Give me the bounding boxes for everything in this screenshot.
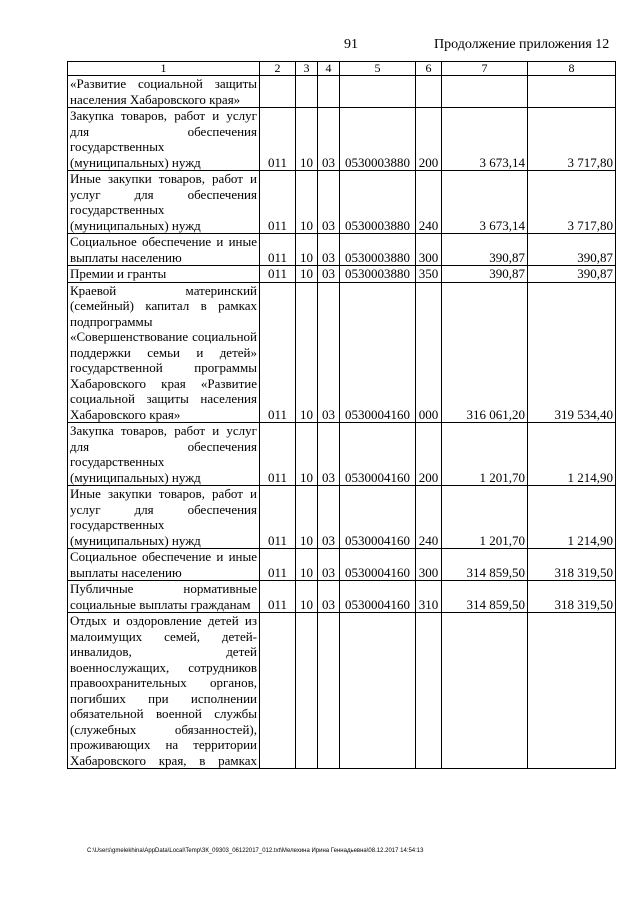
cell-amount-year1: 3 673,14 xyxy=(442,108,528,171)
cell-expense-type: 200 xyxy=(416,423,442,486)
cell-amount-year2: 1 214,90 xyxy=(528,423,616,486)
column-number: 5 xyxy=(340,62,416,76)
cell-section: 10 xyxy=(296,486,318,549)
cell-amount-year2: 1 214,90 xyxy=(528,486,616,549)
cell-expense-type: 240 xyxy=(416,171,442,234)
cell-ministry: 011 xyxy=(260,486,296,549)
cell-expense-type: 000 xyxy=(416,282,442,423)
cell-section xyxy=(296,76,318,108)
cell-expense-type: 300 xyxy=(416,234,442,266)
row-name: «Развитие социальной защиты населения Хабаровского края» xyxy=(68,76,260,108)
cell-ministry: 011 xyxy=(260,234,296,266)
cell-expense-type xyxy=(416,76,442,108)
cell-section: 10 xyxy=(296,549,318,581)
row-name: Закупка товаров, работ и услуг для обеспечения государственных (муниципальных) нужд xyxy=(68,423,260,486)
cell-ministry: 011 xyxy=(260,282,296,423)
cell-target-article: 0530003880 xyxy=(340,108,416,171)
cell-amount-year1: 3 673,14 xyxy=(442,171,528,234)
table-row xyxy=(68,171,616,234)
cell-amount-year2: 318 319,50 xyxy=(528,581,616,613)
cell-amount-year1: 314 859,50 xyxy=(442,581,528,613)
cell-subsection xyxy=(318,613,340,769)
cell-amount-year2: 390,87 xyxy=(528,266,616,283)
cell-amount-year1: 390,87 xyxy=(442,234,528,266)
table-row xyxy=(68,423,616,486)
cell-section: 10 xyxy=(296,234,318,266)
column-number: 8 xyxy=(528,62,616,76)
cell-section: 10 xyxy=(296,423,318,486)
table-row xyxy=(68,282,616,423)
cell-ministry: 011 xyxy=(260,108,296,171)
cell-target-article: 0530004160 xyxy=(340,581,416,613)
cell-amount-year1: 316 061,20 xyxy=(442,282,528,423)
row-name: Отдых и оздоровление детей из малоимущих семей, детей-инвалидов, детей военнослужащих, сотрудников правоохранительных органов, погибших при исполнении обязательной военной службы (служебных обязанностей), проживающих на территории Хабаровского края, в рамках xyxy=(68,613,260,769)
cell-target-article xyxy=(340,613,416,769)
cell-target-article: 0530003880 xyxy=(340,171,416,234)
cell-expense-type: 200 xyxy=(416,108,442,171)
cell-subsection: 03 xyxy=(318,423,340,486)
cell-section: 10 xyxy=(296,171,318,234)
row-name: Премии и гранты xyxy=(68,266,260,283)
cell-expense-type: 300 xyxy=(416,549,442,581)
table-row xyxy=(68,266,616,283)
table-row xyxy=(68,76,616,108)
cell-subsection: 03 xyxy=(318,108,340,171)
cell-subsection: 03 xyxy=(318,486,340,549)
cell-ministry xyxy=(260,613,296,769)
table-row xyxy=(68,108,616,171)
row-name: Иные закупки товаров, работ и услуг для обеспечения государственных (муниципальных) нужд xyxy=(68,171,260,234)
cell-section xyxy=(296,613,318,769)
cell-target-article: 0530003880 xyxy=(340,234,416,266)
column-number: 3 xyxy=(296,62,318,76)
table-row xyxy=(68,486,616,549)
cell-section: 10 xyxy=(296,581,318,613)
cell-expense-type: 310 xyxy=(416,581,442,613)
cell-target-article: 0530004160 xyxy=(340,486,416,549)
cell-expense-type: 350 xyxy=(416,266,442,283)
cell-subsection: 03 xyxy=(318,549,340,581)
column-number: 4 xyxy=(318,62,340,76)
cell-subsection xyxy=(318,76,340,108)
cell-section: 10 xyxy=(296,266,318,283)
column-number-row xyxy=(68,62,616,76)
cell-expense-type xyxy=(416,613,442,769)
cell-amount-year1: 1 201,70 xyxy=(442,486,528,549)
cell-amount-year2 xyxy=(528,613,616,769)
cell-amount-year1 xyxy=(442,613,528,769)
cell-ministry: 011 xyxy=(260,171,296,234)
row-name: Закупка товаров, работ и услуг для обеспечения государственных (муниципальных) нужд xyxy=(68,108,260,171)
cell-ministry: 011 xyxy=(260,549,296,581)
row-name: Социальное обеспечение и иные выплаты населению xyxy=(68,549,260,581)
column-number: 7 xyxy=(442,62,528,76)
cell-subsection: 03 xyxy=(318,171,340,234)
row-name: Краевой материнский (семейный) капитал в рамках подпрограммы «Совершенствование социальной поддержки семьи и детей» государственной программы Хабаровского края «Развитие социальной защиты населения Хабаровского края» xyxy=(68,282,260,423)
row-name: Иные закупки товаров, работ и услуг для обеспечения государственных (муниципальных) нужд xyxy=(68,486,260,549)
column-number: 6 xyxy=(416,62,442,76)
cell-subsection: 03 xyxy=(318,282,340,423)
cell-target-article: 0530004160 xyxy=(340,282,416,423)
cell-amount-year2: 319 534,40 xyxy=(528,282,616,423)
cell-target-article: 0530004160 xyxy=(340,549,416,581)
table-row xyxy=(68,581,616,613)
cell-target-article: 0530004160 xyxy=(340,423,416,486)
cell-amount-year1: 314 859,50 xyxy=(442,549,528,581)
page-number: 91 xyxy=(344,37,358,52)
column-number: 1 xyxy=(68,62,260,76)
cell-section: 10 xyxy=(296,282,318,423)
cell-ministry: 011 xyxy=(260,581,296,613)
cell-target-article xyxy=(340,76,416,108)
cell-amount-year2: 318 319,50 xyxy=(528,549,616,581)
cell-subsection: 03 xyxy=(318,581,340,613)
appendix-continuation: Продолжение приложения 12 xyxy=(434,37,610,52)
cell-target-article: 0530003880 xyxy=(340,266,416,283)
column-number: 2 xyxy=(260,62,296,76)
row-name: Публичные нормативные социальные выплаты гражданам xyxy=(68,581,260,613)
cell-amount-year2: 390,87 xyxy=(528,234,616,266)
cell-expense-type: 240 xyxy=(416,486,442,549)
cell-amount-year2: 3 717,80 xyxy=(528,108,616,171)
cell-ministry: 011 xyxy=(260,266,296,283)
cell-subsection: 03 xyxy=(318,266,340,283)
cell-amount-year1: 1 201,70 xyxy=(442,423,528,486)
cell-ministry xyxy=(260,76,296,108)
row-name: Социальное обеспечение и иные выплаты населению xyxy=(68,234,260,266)
cell-ministry: 011 xyxy=(260,423,296,486)
cell-amount-year1: 390,87 xyxy=(442,266,528,283)
cell-section: 10 xyxy=(296,108,318,171)
cell-subsection: 03 xyxy=(318,234,340,266)
table-row xyxy=(68,234,616,266)
cell-amount-year2 xyxy=(528,76,616,108)
cell-amount-year1 xyxy=(442,76,528,108)
table-row xyxy=(68,613,616,769)
budget-table xyxy=(67,61,616,769)
table-row xyxy=(68,549,616,581)
cell-amount-year2: 3 717,80 xyxy=(528,171,616,234)
file-path-footer: C:\Users\gmelekhina\AppData\Local\Temp\ЗК_09303_06122017_012.txt\Мелехина Ирина Геннадьевна\08.12.2017 14:54:13 xyxy=(87,848,424,854)
